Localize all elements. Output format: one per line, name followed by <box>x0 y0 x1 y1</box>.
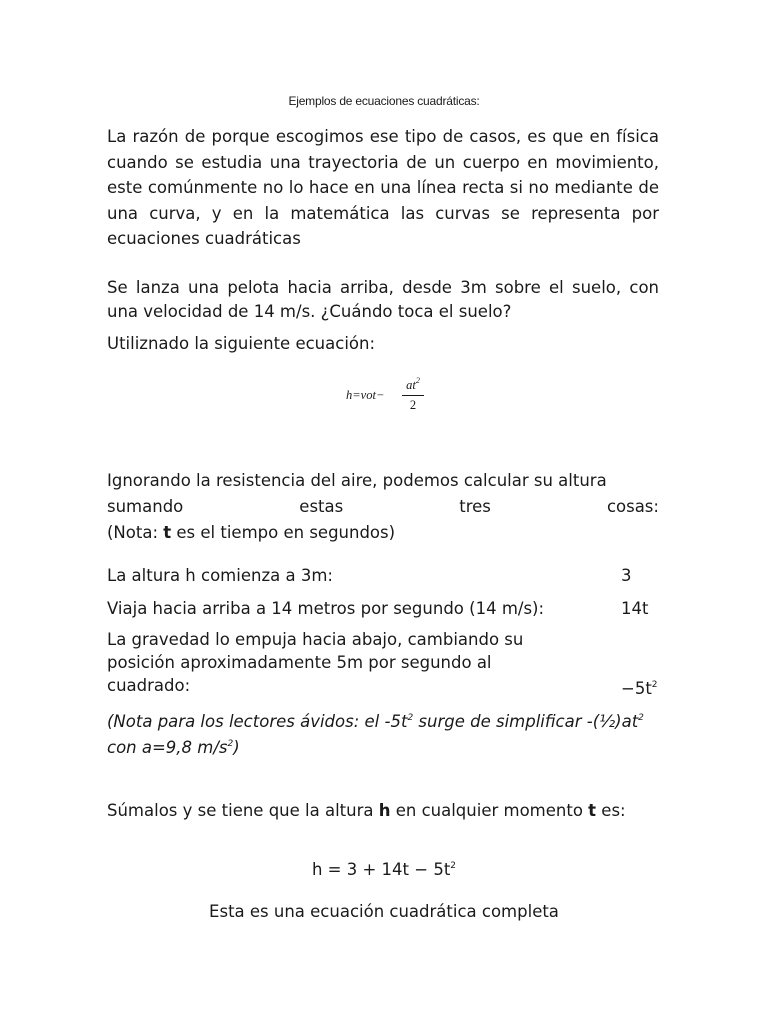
final-equation: $h = 3 + 14t - 5t^2$ <box>311 860 457 879</box>
word-estas: estas <box>299 497 344 516</box>
reader-note: (Nota para los lectores ávidos: el $-5t^2$ surge de simplificar $-(\frac{1}{2})at^2$ con a=9,8 $m/s^2$) <box>107 712 644 757</box>
page-title: Ejemplos de ecuaciones cuadráticas: <box>288 94 480 108</box>
formula-lhs: h=vot− <box>346 388 385 402</box>
term-description: La altura h comienza a 3m: <box>107 566 333 585</box>
equation-intro: Utiliznado la siguiente ecuación: <box>107 334 376 353</box>
term-value: 14t <box>621 599 649 618</box>
ignoring-lead: Ignorando la resistencia del aire, podemos calcular su altura <box>107 471 607 490</box>
fraction-denominator: 2 <box>409 398 417 412</box>
term-description: La gravedad lo empuja hacia abajo, cambiando su posición aproximadamente 5m por segundo al cuadrado: <box>107 630 524 695</box>
problem-statement: Se lanza una pelota hacia arriba, desde 3m sobre el suelo, con una velocidad de 14 m/s. ¿Cuándo toca el suelo? <box>107 278 659 321</box>
ignoring-justified-line <box>107 494 659 520</box>
term-description: Viaja hacia arriba a 14 metros por segundo (14 m/s): <box>107 599 545 618</box>
sum-paragraph: Súmalos y se tiene que la altura h en cualquier momento t es: <box>107 801 626 820</box>
closing-statement: Esta es una ecuación cuadrática completa <box>209 902 559 921</box>
fraction-bar <box>402 395 424 396</box>
ignoring-paragraph <box>107 468 659 546</box>
term-value: $-5t^2$ <box>621 679 658 698</box>
intro-paragraph: La razón de porque escogimos ese tipo de casos, es que en física cuando se estudia una trayectoria de un cuerpo en movimiento, este comúnmente no lo hace en una línea recta si no mediante de una curva, y en la matemática las curvas se representa por ecuaciones cuadráticas <box>107 127 659 248</box>
formula-fraction <box>402 372 424 413</box>
fraction-numerator: $at^2$ <box>406 376 420 392</box>
word-tres: tres <box>459 497 491 516</box>
term-value: 3 <box>621 566 632 585</box>
word-sumando: sumando <box>107 497 184 516</box>
word-cosas: cosas: <box>606 497 659 516</box>
time-note: (Nota: t es el tiempo en segundos) <box>107 523 396 542</box>
